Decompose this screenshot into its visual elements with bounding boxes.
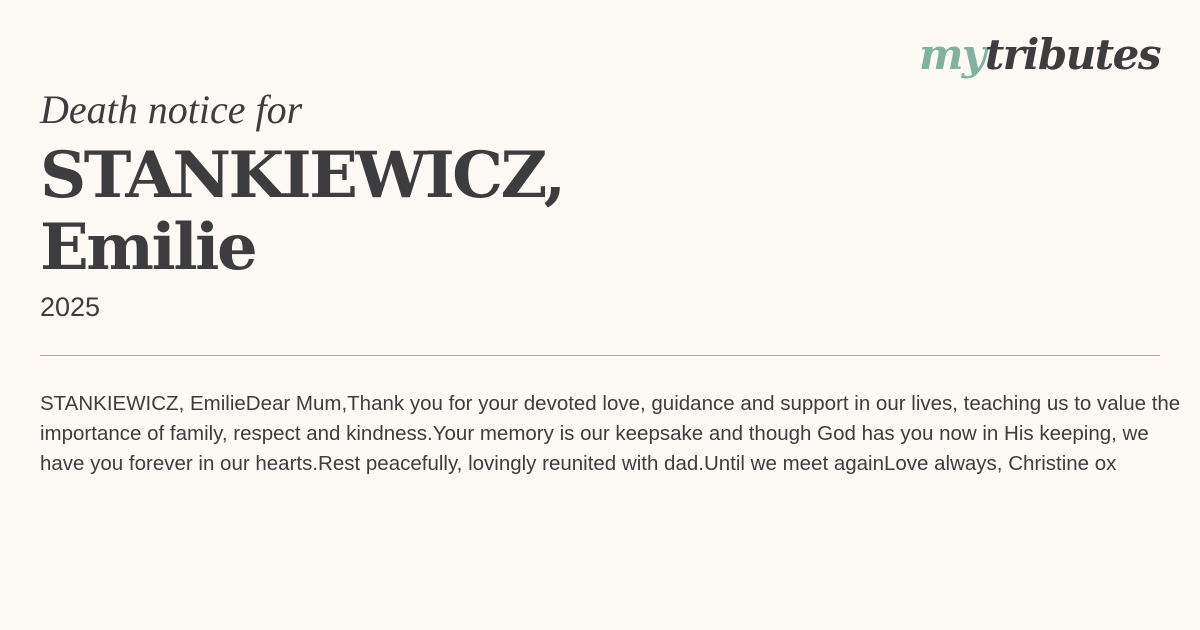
notice-body-text: STANKIEWICZ, EmilieDear Mum,Thank you for your devoted love, guidance and support in our lives, teaching us to value the importance of family, respect and kindness.Your memory is our keepsake and though God has you now in His keeping, we have you forever in our hearts.Rest peacefully, lovingly reunited with dad.Until we meet againLove always, Christine ox <box>40 392 1181 475</box>
deceased-name <box>40 140 563 284</box>
notice-year: 2025 <box>40 292 101 322</box>
deceased-surname: STANKIEWICZ, <box>40 138 564 213</box>
notice-kicker: Death notice for <box>40 87 303 132</box>
logo-my-text: my <box>918 30 985 79</box>
mytributes-logo[interactable] <box>918 30 1160 79</box>
deceased-given-name: Emilie <box>40 210 256 285</box>
logo-tributes-text: tributes <box>984 30 1160 79</box>
section-divider <box>40 355 1160 356</box>
